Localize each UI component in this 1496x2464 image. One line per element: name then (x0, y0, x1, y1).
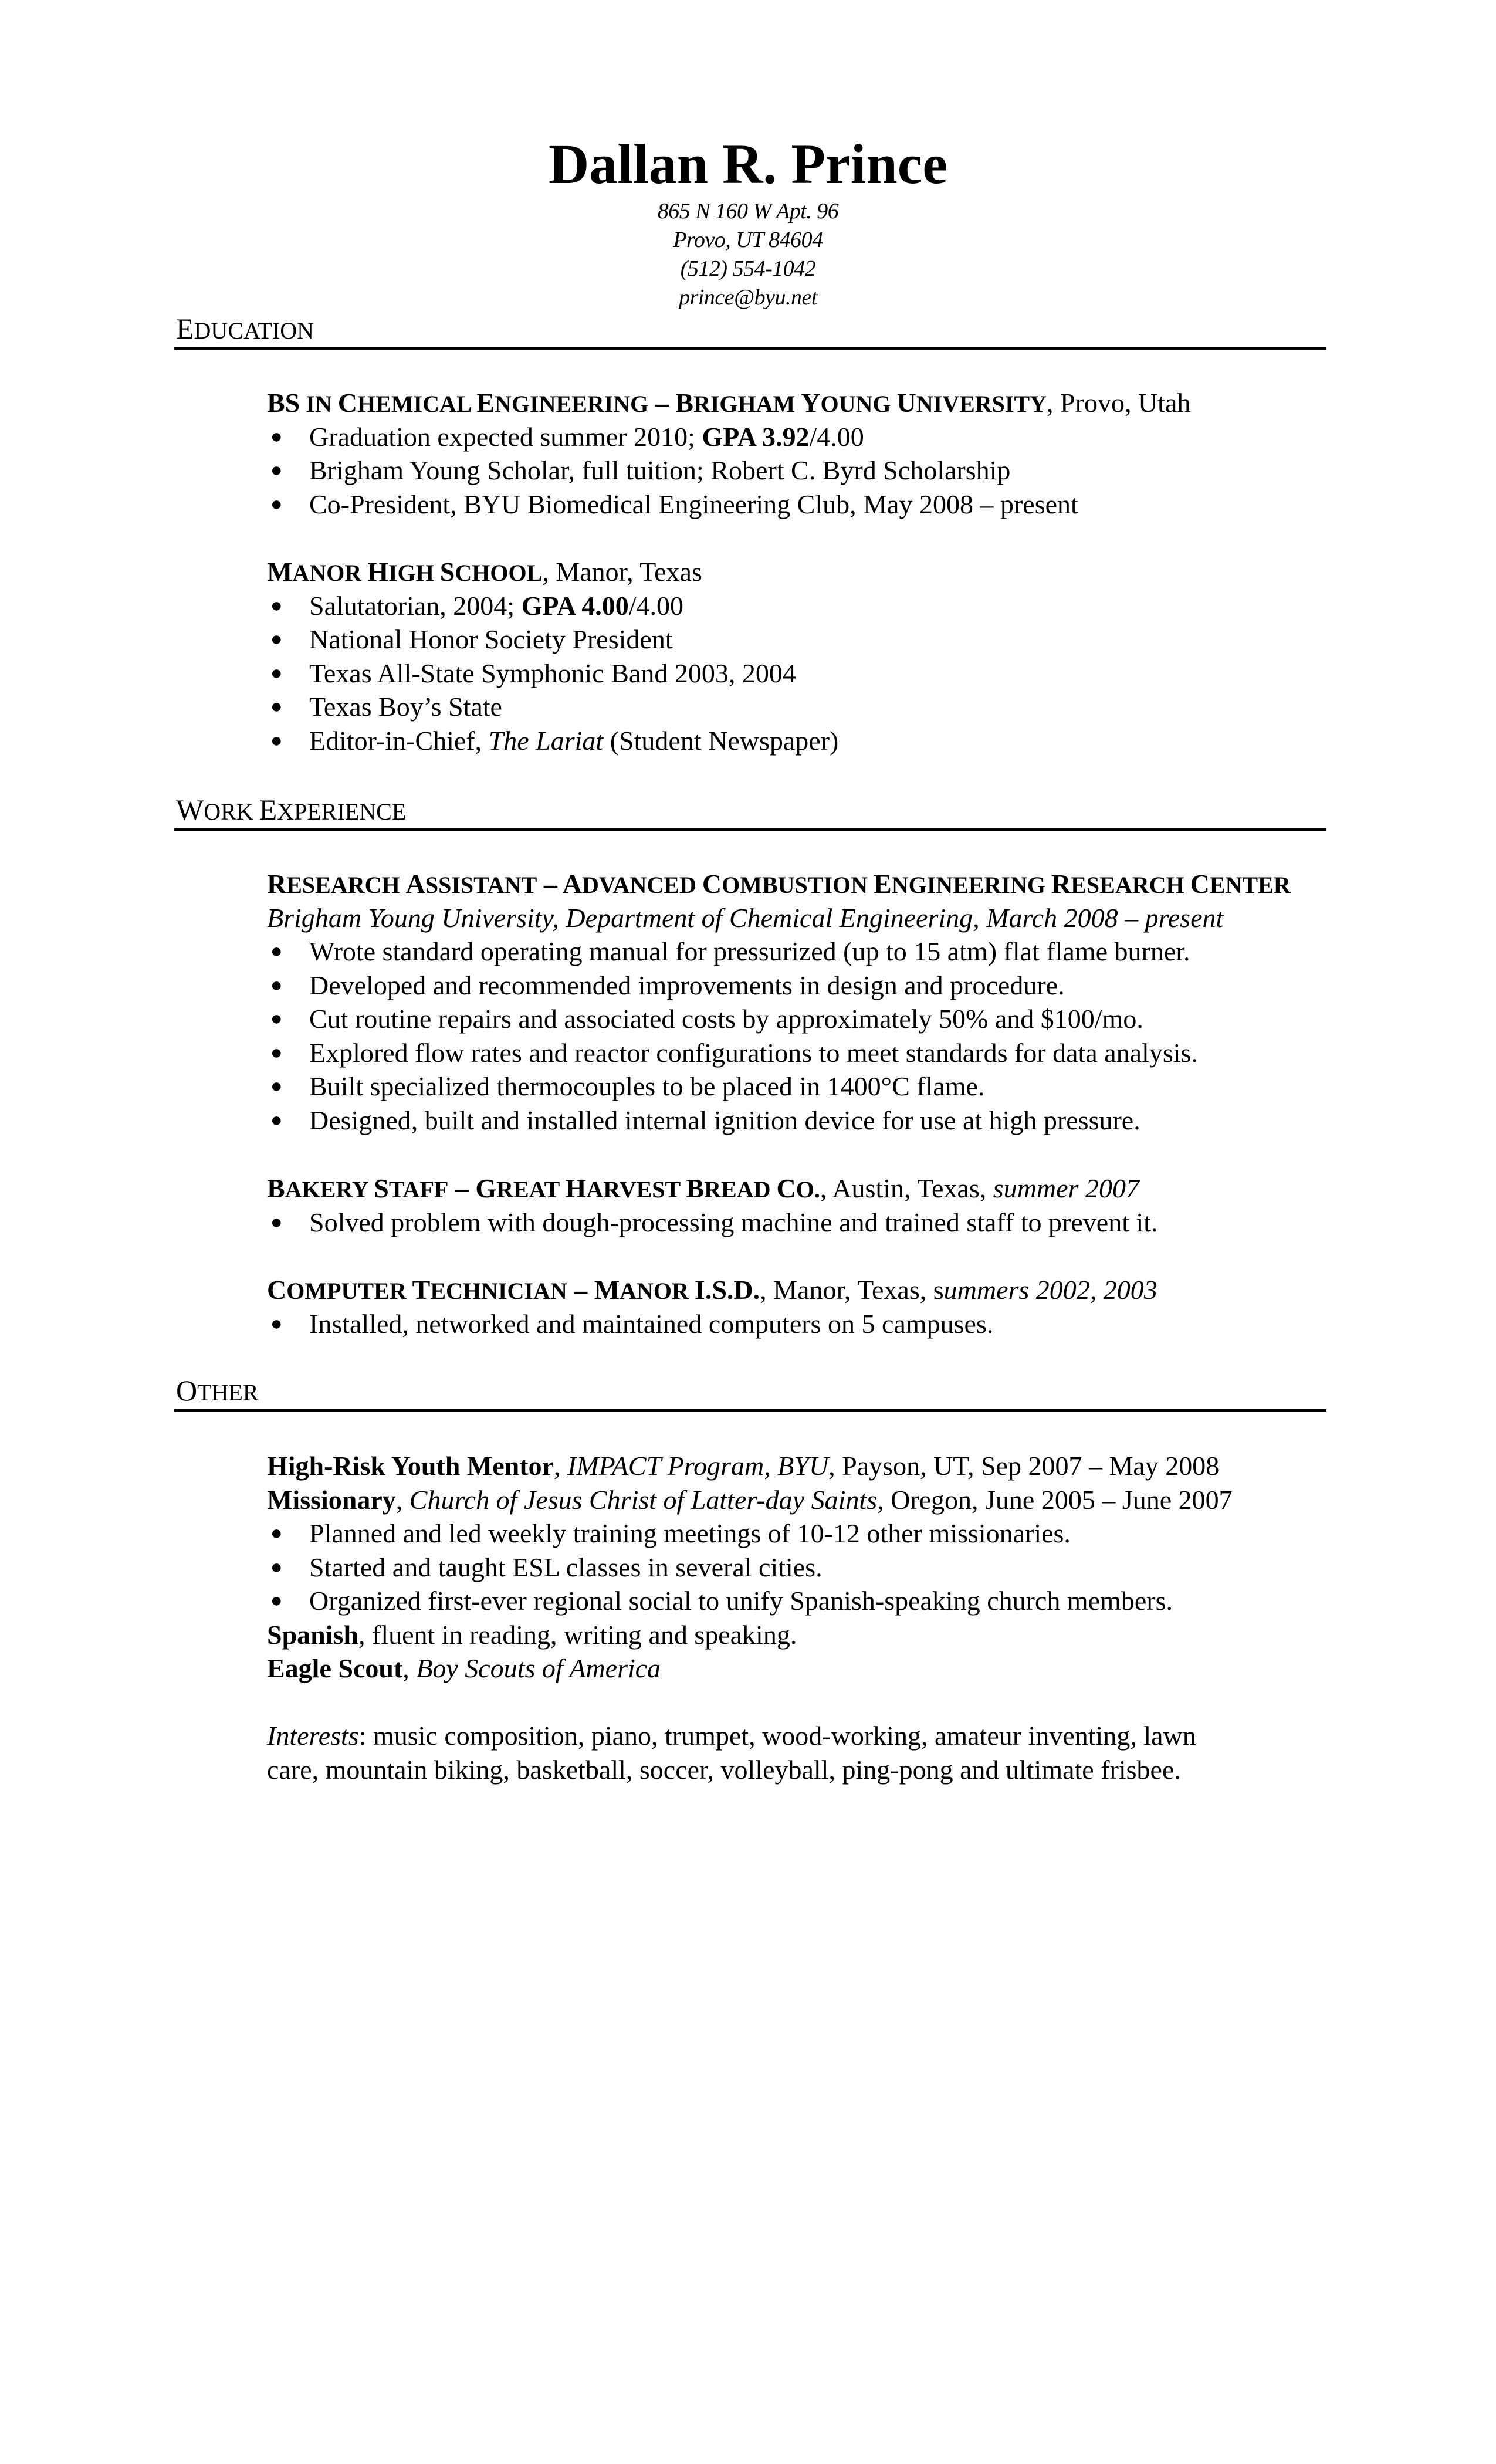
bullet-icon: ● (270, 1590, 283, 1612)
manor-location: , Manor, Texas (542, 557, 702, 587)
section-divider (174, 828, 1326, 831)
bullet-icon: ● (270, 662, 283, 684)
bullet-icon: ● (270, 1211, 283, 1233)
bullet-icon: ● (270, 628, 283, 650)
address-line-2: Provo, UT 84604 (673, 228, 823, 252)
list-item: ● Co-President, BYU Biomedical Engineering Club, May 2008 – present (267, 488, 1323, 522)
job-title: COMPUTER TECHNICIAN – MANOR I.S.D., Manor, Texas, summers 2002, 2003 (267, 1275, 1157, 1305)
section-title-rest: DUCATION (194, 317, 314, 344)
interests-line-1: Interests: music composition, piano, trumpet, wood-working, amateur inventing, lawn (267, 1721, 1196, 1751)
bullet-icon: ● (270, 425, 283, 448)
bullet-icon: ● (270, 594, 283, 617)
list-item: ● Graduation expected summer 2010; GPA 3.92/4.00 (267, 420, 1323, 454)
list-item: ● Developed and recommended improvements in design and procedure. (267, 969, 1323, 1003)
job-title: RESEARCH ASSISTANT – ADVANCED COMBUSTION ENGINEERING RESEARCH CENTER (267, 869, 1291, 899)
job-research-assistant (267, 867, 1323, 1137)
interests-line-2: care, mountain biking, basketball, soccer, volleyball, ping-pong and ultimate frisbee. (267, 1754, 1181, 1785)
manor-heading: MANOR HIGH SCHOOL, Manor, Texas (267, 557, 702, 587)
job-subtitle: Brigham Young University, Department of Chemical Engineering, March 2008 – present (267, 902, 1224, 933)
list-item: ● National Honor Society President (267, 622, 1323, 656)
list-item: ● Solved problem with dough-processing machine and trained staff to prevent it. (267, 1206, 1323, 1240)
bullet-icon: ● (270, 696, 283, 717)
section-divider (174, 1409, 1326, 1412)
list-item: ● Explored flow rates and reactor configurations to meet standards for data analysis. (267, 1036, 1323, 1070)
list-item: ● Installed, networked and maintained computers on 5 campuses. (267, 1307, 1323, 1341)
section-title-work-experience: WORK EXPERIENCE (176, 793, 407, 826)
bullet-icon: ● (270, 1312, 283, 1335)
list-item: ● Started and taught ESL classes in several cities. (267, 1551, 1323, 1585)
list-item: ● Wrote standard operating manual for pressurized (up to 15 atm) flat flame burner. (267, 935, 1323, 969)
bullet-icon: ● (270, 729, 283, 752)
bullet-icon: ● (270, 1008, 283, 1030)
bullet-icon: ● (270, 459, 283, 481)
list-item: ● Salutatorian, 2004; GPA 4.00/4.00 (267, 589, 1323, 623)
list-item: ● Built specialized thermocouples to be placed in 1400°C flame. (267, 1069, 1323, 1104)
list-item: ● Organized first-ever regional social to unify Spanish-speaking church members. (267, 1584, 1323, 1618)
education-manor (267, 555, 1323, 757)
list-item: ● Texas Boy’s State (267, 690, 1323, 724)
section-divider (174, 347, 1326, 350)
address-line-1: 865 N 160 W Apt. 96 (657, 199, 839, 224)
list-item: ● Cut routine repairs and associated costs by approximately 50% and $100/mo. (267, 1002, 1323, 1036)
list-item: ● Editor-in-Chief, The Lariat (Student Newspaper) (267, 724, 1323, 758)
education-byu (267, 386, 1323, 521)
eagle-scout-line: Eagle Scout, Boy Scouts of America (267, 1653, 661, 1683)
bullet-icon: ● (270, 1556, 283, 1578)
mentor-line: High-Risk Youth Mentor, IMPACT Program, BYU, Payson, UT, Sep 2007 – May 2008 (267, 1451, 1220, 1481)
bullet-icon: ● (270, 1041, 283, 1064)
spanish-line: Spanish, fluent in reading, writing and speaking. (267, 1619, 797, 1650)
bullet-icon: ● (270, 940, 283, 962)
bullet-icon: ● (270, 493, 283, 515)
list-item: ● Planned and led weekly training meetings of 10-12 other missionaries. (267, 1517, 1323, 1551)
email-address: prince@byu.net (679, 285, 817, 310)
job-computer-technician (267, 1273, 1323, 1341)
other-content (267, 1449, 1323, 1786)
applicant-name: Dallan R. Prince (549, 133, 947, 195)
phone-number: (512) 554-1042 (680, 256, 816, 281)
byu-degree-heading: BS IN CHEMICAL ENGINEERING – BRIGHAM YOUNG UNIVERSITY, Provo, Utah (267, 388, 1191, 418)
missionary-line: Missionary, Church of Jesus Christ of Latter-day Saints, Oregon, June 2005 – June 2007 (267, 1484, 1233, 1515)
section-title-other: OTHER (176, 1374, 259, 1407)
job-title: BAKERY STAFF – GREAT HARVEST BREAD CO., Austin, Texas, summer 2007 (267, 1173, 1139, 1203)
list-item: ● Texas All-State Symphonic Band 2003, 2004 (267, 656, 1323, 691)
list-item: ● Designed, built and installed internal ignition device for use at high pressure. (267, 1104, 1323, 1138)
bullet-icon: ● (270, 1109, 283, 1131)
section-title-education (176, 311, 314, 348)
job-bakery-staff (267, 1172, 1323, 1239)
bullet-icon: ● (270, 974, 283, 996)
spacer (267, 1685, 1323, 1720)
list-item: ● Brigham Young Scholar, full tuition; Robert C. Byrd Scholarship (267, 453, 1323, 488)
byu-location: , Provo, Utah (1047, 388, 1191, 418)
contact-block (0, 197, 1496, 312)
bullet-icon: ● (270, 1522, 283, 1544)
section-title-initial: E (176, 312, 194, 345)
bullet-icon: ● (270, 1075, 283, 1097)
